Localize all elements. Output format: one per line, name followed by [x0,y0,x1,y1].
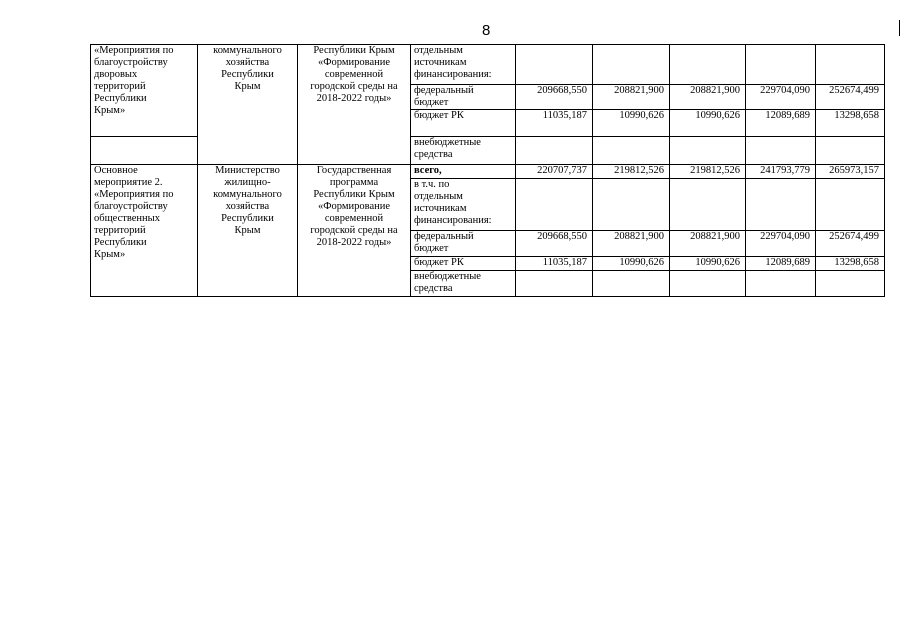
source-cell: отдельным источникам финансирования: [411,45,516,85]
value-cell: 10990,626 [593,110,670,137]
value-cell: 219812,526 [593,165,670,179]
value-cell: 13298,658 [816,257,885,271]
page-number: 8 [482,22,491,39]
source-cell: бюджет РК [411,257,516,271]
value-cell: 208821,900 [593,85,670,110]
value-cell: 208821,900 [670,85,746,110]
value-cell [670,137,746,165]
source-cell: внебюджетные средства [411,271,516,297]
value-cell [670,271,746,297]
value-cell [593,179,670,231]
value-cell: 10990,626 [593,257,670,271]
table-row [91,45,885,85]
value-cell [816,137,885,165]
value-cell [746,45,816,85]
executor-cell: коммунального хозяйства Республики Крым [198,45,298,165]
value-cell: 208821,900 [670,231,746,257]
value-cell [816,179,885,231]
value-cell: 220707,737 [516,165,593,179]
value-cell [593,137,670,165]
value-cell: 252674,499 [816,85,885,110]
value-cell [670,179,746,231]
source-cell: в т.ч. по отдельным источникам финансирования: [411,179,516,231]
table-row [91,165,885,179]
financing-table [90,44,885,297]
value-cell [816,271,885,297]
value-cell: 229704,090 [746,231,816,257]
value-cell: 209668,550 [516,85,593,110]
value-cell [746,271,816,297]
scan-edge-mark [899,20,900,36]
value-cell: 219812,526 [670,165,746,179]
value-cell: 252674,499 [816,231,885,257]
measure-cell: Основное мероприятие 2. «Мероприятия по благоустройству общественных территорий Республики Крым» [91,165,198,297]
value-cell: 10990,626 [670,257,746,271]
value-cell [670,45,746,85]
value-cell: 10990,626 [670,110,746,137]
source-cell: федеральный бюджет [411,85,516,110]
value-cell: 12089,689 [746,257,816,271]
value-cell [593,45,670,85]
value-cell: 12089,689 [746,110,816,137]
value-cell [746,137,816,165]
value-cell [516,45,593,85]
value-cell: 208821,900 [593,231,670,257]
value-cell [516,271,593,297]
value-cell [746,179,816,231]
program-cell: Республики Крым «Формирование современной городской среды на 2018-2022 годы» [298,45,411,165]
value-cell: 265973,157 [816,165,885,179]
value-cell: 11035,187 [516,257,593,271]
program-cell: Государственная программа Республики Крым «Формирование современной городской среды на 2018-2022 годы» [298,165,411,297]
source-cell: внебюджетные средства [411,137,516,165]
source-cell-total: всего, [411,165,516,179]
value-cell: 241793,779 [746,165,816,179]
value-cell: 229704,090 [746,85,816,110]
value-cell: 11035,187 [516,110,593,137]
value-cell [516,179,593,231]
value-cell [593,271,670,297]
value-cell: 209668,550 [516,231,593,257]
measure-cell-empty [91,137,198,165]
measure-cell: «Мероприятия по благоустройству дворовых территорий Республики Крым» [91,45,198,137]
value-cell [516,137,593,165]
value-cell [816,45,885,85]
source-cell: бюджет РК [411,110,516,137]
source-cell: федеральный бюджет [411,231,516,257]
value-cell: 13298,658 [816,110,885,137]
executor-cell: Министерство жилищно- коммунального хозяйства Республики Крым [198,165,298,297]
